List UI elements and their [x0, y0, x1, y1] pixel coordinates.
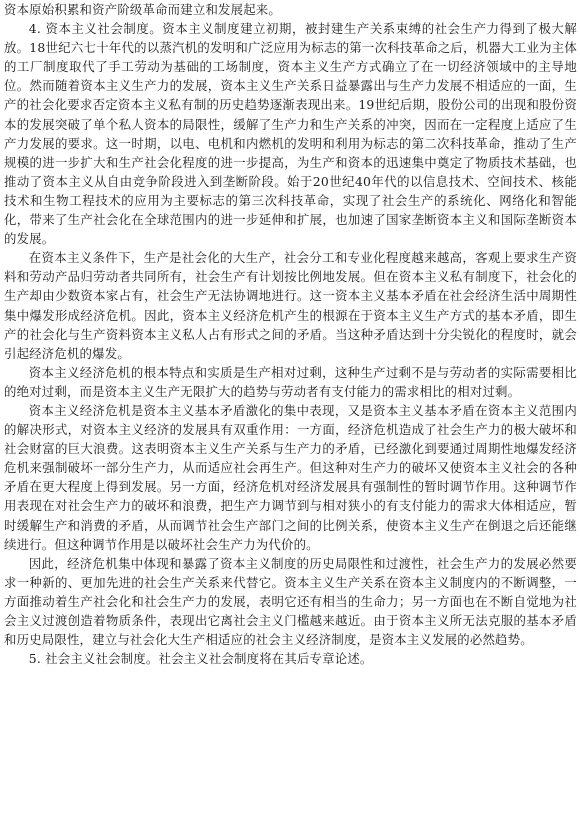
paragraph-dual-role-of-crisis: 资本主义经济危机是资本主义基本矛盾激化的集中表现，又是资本主义基本矛盾在资本主义范围内的解决形式，对资本主义经济的发展具有双重作用：一方面，经济危机造成了社会生产力的极大破坏和社会财富的巨大浪费。这表明资本主义生产关系与生产力的矛盾，已经激化到要通过周期性地爆发经济危机来强制破坏一部分生产力，从而适应社会再生产。但这种对生产力的破坏又使资本主义社会的各种矛盾在更大程度上得到发展。另一方面，经济危机对经济发展具有强制性的暂时调节作用。这种调节作用表现在对社会生产力的破坏和浪费，把生产力调节到与相对狭小的有支付能力的需求大体相适应，暂时缓解生产和消费的矛盾，从而调节社会生产部门之间的比例关系，使资本主义生产在倒退之后还能继续进行。但这种调节作用是以破坏社会生产力为代价的。 [4, 402, 577, 552]
paragraph-socialist-system: 5. 社会主义社会制度。社会主义社会制度将在其后专章论述。 [28, 651, 373, 667]
paragraph-basic-contradiction: 在资本主义条件下，生产是社会化的大生产，社会分工和专业化程度越来越高，客观上要求生产资料和劳动产品归劳动者共同所有，社会生产有计划按比例地发展。但在资本主义私有制度下，社会化的生产却由少数资本家占有，社会生产无法协调地进行。这一资本主义基本矛盾在社会经济生活中周期性集中爆发形成经济危机。因此，资本主义经济危机产生的根源在于资本主义生产方式的基本矛盾，即生产的社会化与生产资料资本主义私人占有形式之间的矛盾。当这种矛盾达到十分尖锐化的程度时，就会引起经济危机的爆发。 [4, 250, 577, 361]
paragraph-relative-overproduction: 资本主义经济危机的根本特点和实质是生产相对过剩，这种生产过剩不是与劳动者的实际需要相比的绝对过剩，而是资本主义生产无限扩大的趋势与劳动者有支付能力的需求相比的相对过剩。 [4, 364, 577, 399]
paragraph-continuation: 资本原始积累和资产阶级革命而建立和发展起来。 [4, 2, 281, 17]
paragraph-historical-limits: 因此，经济危机集中体现和暴露了资本主义制度的历史局限性和过渡性，社会生产力的发展必然要求一种新的、更加先进的社会生产关系来代替它。资本主义生产关系在资本主义制度内的不断调整，一方面推动着生产社会化和社会生产力的发展，表明它还有相当的生命力；另一方面也在不断自觉地为社会主义过渡创造着物质条件，表现出它离社会主义门槛越来越近。由于资本主义所无法克服的基本矛盾和历史局限性，建立与社会化大生产相适应的社会主义经济制度，是资本主义发展的必然趋势。 [4, 555, 577, 648]
paragraph-capitalist-system: 4. 资本主义社会制度。资本主义制度建立初期，被封建生产关系束缚的社会生产力得到了极大解放。18世纪六七十年代的以蒸汽机的发明和广泛应用为标志的第一次科技革命之后，机器大工业为主体的工厂制度取代了手工劳动为基础的工场制度，资本主义生产方式确立了在一切经济领域中的主导地位。然而随着资本主义生产力的发展，资本主义生产关系日益暴露出与生产力发展不相适应的一面，生产的社会化要求否定资本主义私有制的历史趋势逐渐表现出来。19世纪后期，股份公司的出现和股份资本的发展突破了单个私人资本的局限性，缓解了生产力和生产关系的冲突，因而在一定程度上适应了生产力发展的要求。这一时期，以电、电机和内燃机的发明和利用为标志的第二次科技革命，推动了生产规模的进一步扩大和生产社会化程度的进一步提高，为生产和资本的迅速集中奠定了物质技术基础，也推动了资本主义从自由竞争阶段进入到垄断阶段。始于20世纪40年代的以信息技术、空间技术、核能技术和生物工程技术的应用为主要标志的第三次科技革命，实现了社会生产的系统化、网络化和智能化，带来了生产社会化在全球范围内的进一步延伸和扩展，也加速了国家垄断资本主义和国际垄断资本的发展。 [4, 21, 577, 247]
